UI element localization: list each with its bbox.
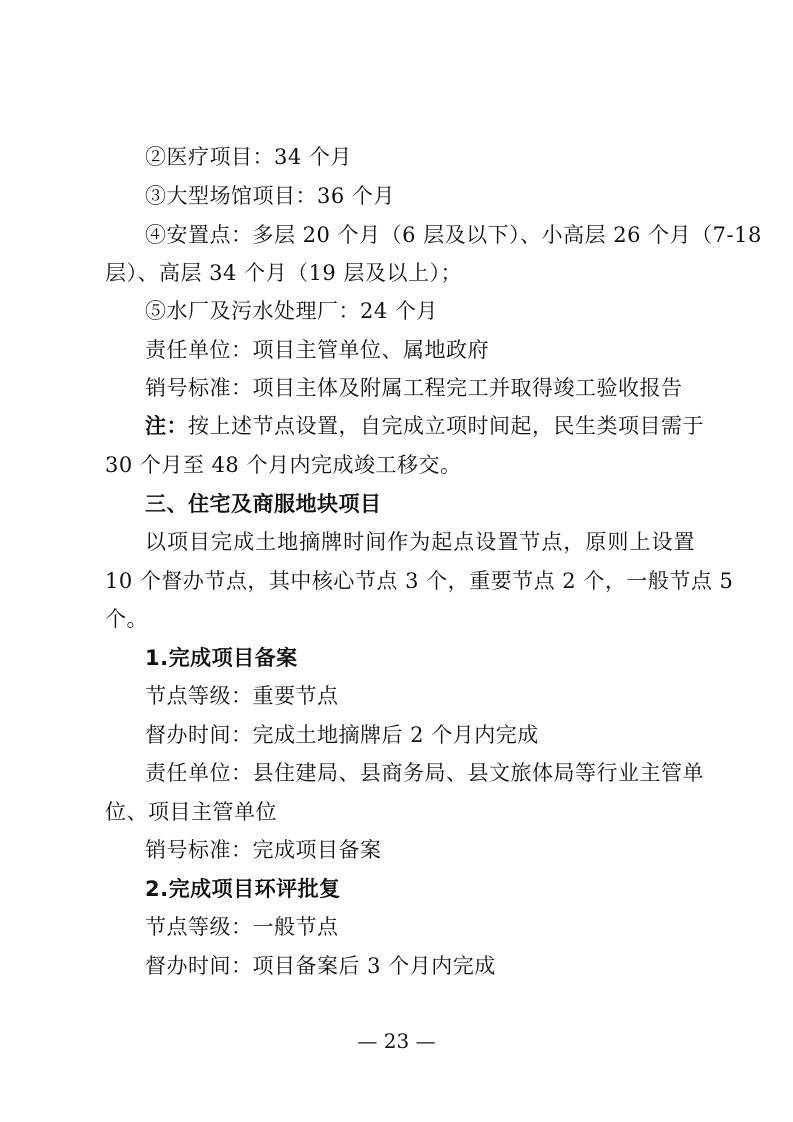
text-line-responsible-unit-1: 责任单位：县住建局、县商务局、县文旅体局等行业主管单 bbox=[145, 761, 704, 785]
text-line-resettlement: ④安置点：多层 20 个月（6 层及以下）、小高层 26 个月（7-18 bbox=[145, 223, 762, 247]
text-line-closing-standard-1: 销号标准：完成项目备案 bbox=[145, 838, 382, 862]
section-heading: 三、住宅及商服地块项目 bbox=[145, 492, 382, 516]
text-line-closing-standard: 销号标准：项目主体及附属工程完工并取得竣工验收报告 bbox=[145, 376, 683, 400]
text-line-responsible-unit-1-cont: 位、项目主管单位 bbox=[105, 800, 277, 824]
note-paragraph-cont: 30 个月至 48 个月内完成竣工移交。 bbox=[105, 453, 462, 477]
text-line-responsible-unit: 责任单位：项目主管单位、属地政府 bbox=[145, 338, 489, 362]
note-paragraph-line bbox=[145, 411, 704, 441]
paragraph-line-1: 以项目完成土地摘牌时间作为起点设置节点，原则上设置 bbox=[145, 530, 695, 554]
page-number: — 23 — bbox=[357, 1029, 436, 1053]
note-text: 按上述节点设置，自完成立项时间起，民生类项目需于 bbox=[188, 414, 704, 438]
subheading-eia-approval: 2.完成项目环评批复 bbox=[145, 877, 341, 901]
note-label: 注： bbox=[145, 414, 188, 438]
text-line-resettlement-cont: 层）、高层 34 个月（19 层及以上）； bbox=[105, 261, 462, 285]
paragraph-line-3: 个。 bbox=[105, 607, 148, 631]
text-line-node-level-1: 节点等级：重要节点 bbox=[145, 684, 339, 708]
text-line-medical: ②医疗项目：34 个月 bbox=[145, 145, 352, 169]
paragraph-line-2: 10 个督办节点，其中核心节点 3 个，重要节点 2 个，一般节点 5 bbox=[105, 569, 734, 593]
text-line-node-level-2: 节点等级：一般节点 bbox=[145, 915, 339, 939]
text-line-supervise-time-1: 督办时间：完成土地摘牌后 2 个月内完成 bbox=[145, 723, 539, 747]
subheading-project-filing: 1.完成项目备案 bbox=[145, 646, 298, 670]
text-line-water-plant: ⑤水厂及污水处理厂：24 个月 bbox=[145, 299, 438, 323]
text-line-supervise-time-2: 督办时间：项目备案后 3 个月内完成 bbox=[145, 954, 496, 978]
text-line-venue: ③大型场馆项目：36 个月 bbox=[145, 184, 395, 208]
